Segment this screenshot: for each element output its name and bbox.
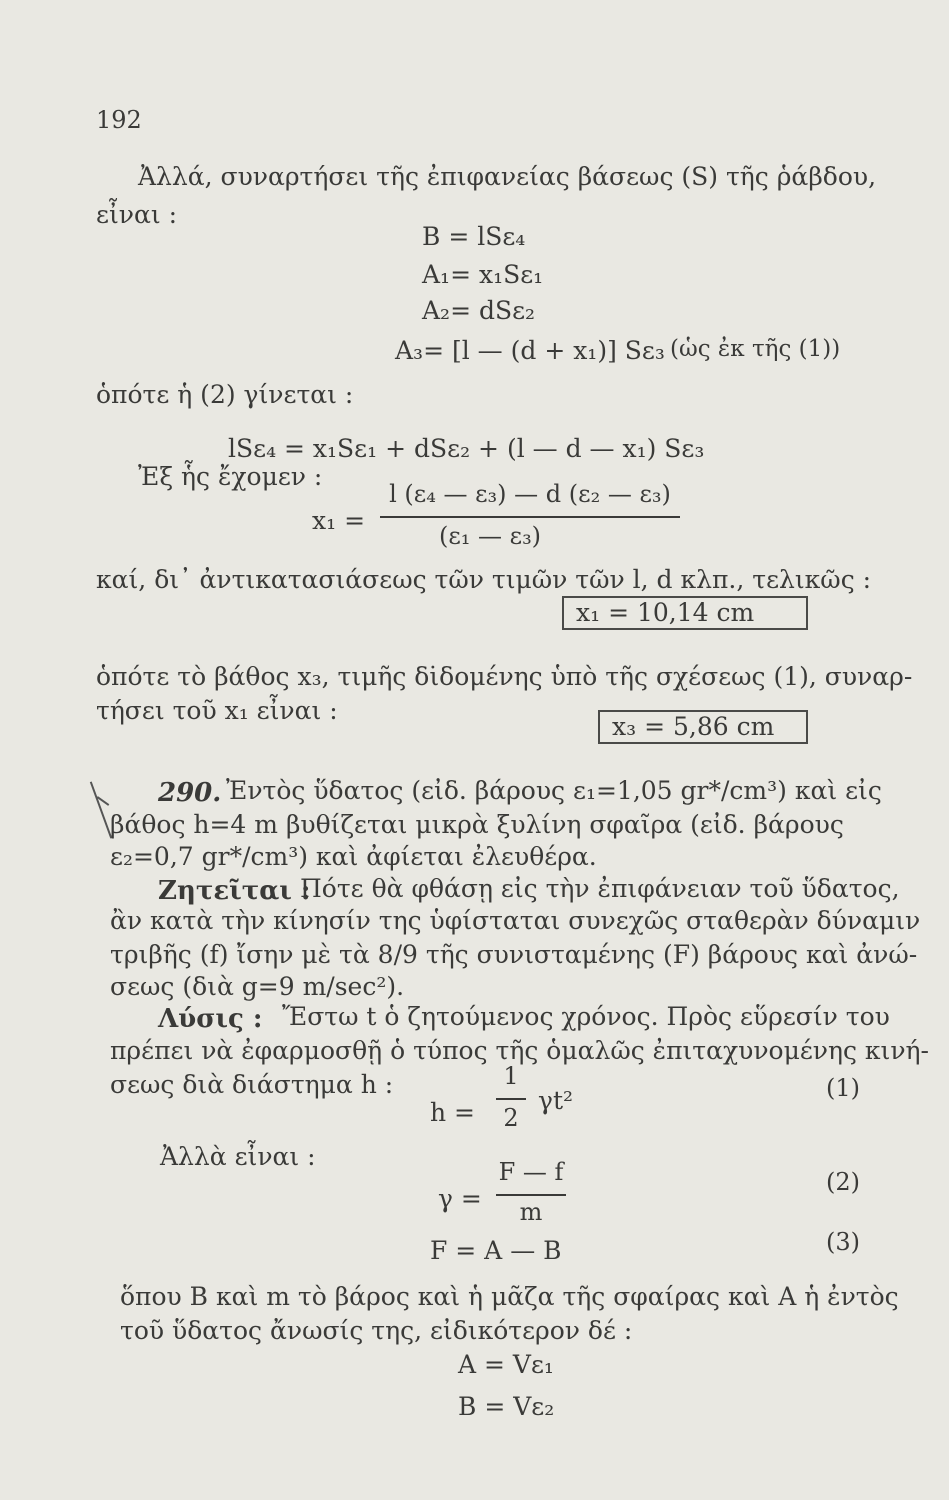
- section-label: Ζητεῖται :: [158, 876, 311, 906]
- text-line: ὁπότε τὸ βάθος x₃, τιμῆς δι̇δομένης ὑπὸ τῆς σχέσεως (1), συναρ-: [96, 662, 913, 691]
- section-label: Λύσις :: [158, 1004, 263, 1034]
- text-line: ὅπου B καὶ m τὸ βάρος καὶ ἡ μᾶζα τῆς σφαίρας καὶ A ἡ ἐντὸς: [120, 1282, 899, 1311]
- equation: A₁= x₁Sε₁: [422, 260, 544, 289]
- result-box: x₃ = 5,86 cm: [598, 710, 808, 744]
- equation: lSε₄ = x₁Sε₁ + dSε₂ + (l — d — x₁) Sε₃: [228, 434, 705, 463]
- page-number: 192: [96, 106, 142, 134]
- text-line: σεως διὰ διάστημα h :: [110, 1070, 394, 1099]
- equation-note: (ὡς ἐκ τῆς (1)): [670, 336, 841, 362]
- equation-ref: (1): [826, 1074, 860, 1102]
- fraction-numerator: 1: [503, 1062, 519, 1090]
- text-line: πρέπει νὰ ἐφαρμοσθῇ ὁ τύπος τῆς ὁμαλῶς ἐπιταχυνομένης κινή-: [110, 1036, 929, 1065]
- equation-lhs: x₁ =: [312, 506, 366, 535]
- text-line: Ἐξ ἧς ἔχομεν :: [138, 462, 323, 491]
- text-line: ε₂=0,7 gr*/cm³) καὶ ἀφίεται ἐλευθέρα.: [110, 842, 597, 871]
- text-line: τοῦ ὕδατος ἄνωσίς της, εἰδικότερον δέ :: [120, 1316, 633, 1345]
- text-line: Ἐντὸς ὕδατος (εἰδ. βάρους ε₁=1,05 gr*/cm³) καὶ εἰς: [226, 776, 882, 805]
- equation: F = A — B: [430, 1236, 562, 1265]
- text-line: σεως (διὰ g=9 m/sec²).: [110, 972, 405, 1001]
- result-box: x₁ = 10,14 cm: [562, 596, 808, 630]
- fraction-denominator: m: [519, 1198, 543, 1226]
- equation-lhs: h =: [430, 1098, 475, 1127]
- text-line: βάθος h=4 m βυθίζεται μικρὰ ξυλίνη σφαῖρα (εἰδ. βάρους: [110, 810, 844, 839]
- problem-number: 290.: [158, 778, 222, 808]
- equation: B = Vε₂: [458, 1392, 555, 1421]
- fraction-denominator: 2: [503, 1104, 519, 1132]
- equation: A = Vε₁: [458, 1350, 554, 1379]
- text-line: τριβῆς (f) ἴσην μὲ τὰ 8/9 τῆς συνισταμένης (F) βάρους καὶ ἀνώ-: [110, 940, 918, 969]
- fraction-numerator: l (ε₄ — ε₃) — d (ε₂ — ε₃): [389, 480, 671, 508]
- equation: B = lSε₄: [422, 222, 526, 251]
- text-line: Ἔστω t ὁ ζητούμενος χρόνος. Πρὸς εὕρεσίν του: [282, 1002, 890, 1031]
- equation: A₃= [l — (d + x₁)] Sε₃: [395, 336, 665, 365]
- fraction-bar: [496, 1098, 526, 1100]
- text-line: ὁπότε ἡ (2) γίνεται :: [96, 380, 354, 409]
- equation: A₂= dSε₂: [422, 296, 536, 325]
- text-line: καί, δι᾽ ἀντικατασιάσεως τῶν τιμῶν τῶν l, d κλπ., τελικῶς :: [96, 565, 872, 594]
- text-line: Πότε θὰ φθάσῃ εἰς τὴν ἐπιφάνειαν τοῦ ὕδατος,: [300, 874, 900, 903]
- margin-mark: [90, 781, 112, 838]
- equation-lhs: γ =: [438, 1184, 482, 1213]
- text-line: Ἀλλὰ εἶναι :: [160, 1142, 316, 1171]
- fraction-denominator: (ε₁ — ε₃): [438, 522, 542, 550]
- text-line: ἂν κατὰ τὴν κίνησίν της ὑφίσταται συνεχῶς σταθερὰν δύναμιν: [110, 906, 921, 935]
- equation-rhs: γt²: [538, 1086, 574, 1115]
- text-line: Ἀλλά, συναρτήσει τῆς ἐπιφανείας βάσεως (S) τῆς ῥάβδου,: [138, 162, 877, 191]
- equation-ref: (2): [826, 1168, 860, 1196]
- text-line: τήσει τοῦ x₁ εἶναι :: [96, 696, 338, 725]
- fraction-bar: [496, 1194, 566, 1196]
- equation-ref: (3): [826, 1228, 860, 1256]
- fraction-numerator: F — f: [498, 1158, 564, 1186]
- text-line: εἶναι :: [96, 200, 178, 229]
- fraction-bar: [380, 516, 680, 518]
